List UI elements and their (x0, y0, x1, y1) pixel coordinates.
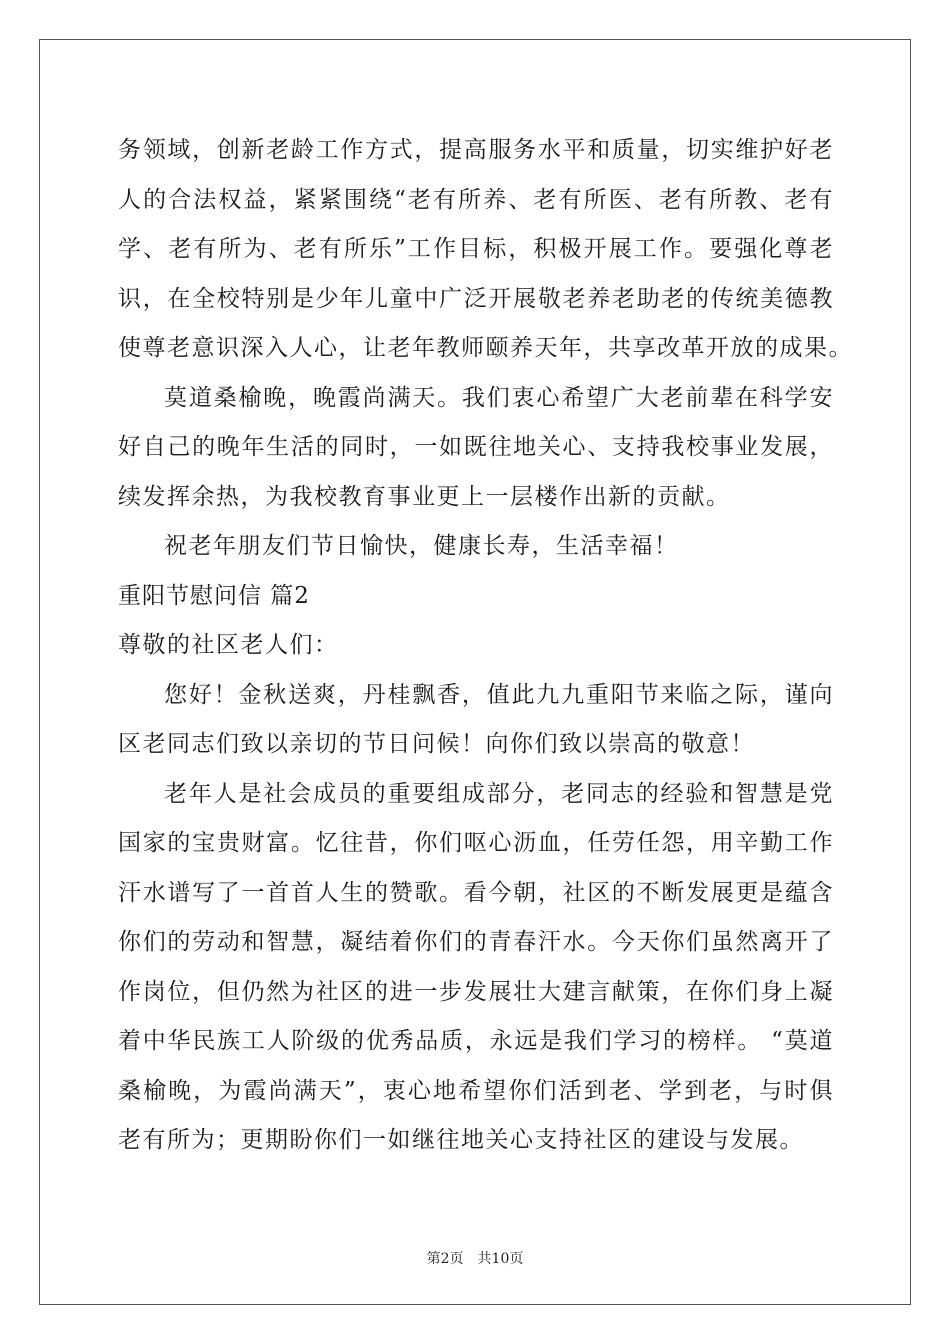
text-line: 人的合法权益，紧紧围绕“老有所养、老有所医、老有所教、老有 (118, 186, 834, 213)
paragraph-1 (118, 126, 853, 374)
paragraph-4 (118, 671, 834, 770)
paragraph-2 (118, 374, 834, 523)
text-line: 汗水谱写了一首首人生的赞歌。看今朝，社区的不断发展更是蕴含 (118, 879, 834, 906)
text-line: 国家的宝贵财富。忆往昔，你们呕心沥血，任劳任怨，用辛勤工作 (118, 830, 834, 856)
text-line: 学、老有所为、老有所乐”工作目标，积极开展工作。要强化尊老 (118, 236, 834, 262)
text-line: 老年人是社会成员的重要组成部分，老同志的经验和智慧是党 (164, 780, 834, 807)
text-line: 好自己的晚年生活的同时，一如既往地关心、支持我校事业发展， (118, 434, 834, 460)
document-body (118, 126, 853, 1166)
text-line: 您好！金秋送爽，丹桂飘香，值此九九重阳节来临之际，谨向 (164, 681, 834, 708)
text-line: 区老同志们致以亲切的节日问候！向你们致以崇高的敬意！ (118, 731, 755, 757)
text-line: 祝老年朋友们节日愉快，健康长寿，生活幸福！ (164, 533, 679, 559)
page-total: 共10页 (477, 1251, 524, 1267)
text-line: 老有所为；更期盼你们一如继往地关心支持社区的建设与发展。 (118, 1127, 804, 1153)
text-line: 着中华民族工人阶级的优秀品质，永远是我们学习的榜样。 “莫道 (118, 1028, 834, 1054)
text-line: 莫道桑榆晚，晚霞尚满天。我们衷心希望广大老前辈在科学安 (164, 384, 834, 411)
paragraph-3 (118, 522, 834, 572)
text-line: 桑榆晚，为霞尚满天”，衷心地希望你们活到老、学到老，与时俱 (118, 1077, 834, 1104)
text-line: 使尊老意识深入人心，让老年教师颐养天年，共享改革开放的成果。 (118, 335, 853, 361)
section-heading: 重阳节慰问信 篇2 (118, 582, 310, 609)
salutation: 尊敬的社区老人们： (118, 632, 339, 658)
text-line: 你们的劳动和智慧，凝结着你们的青春汗水。今天你们虽然离开了 (118, 929, 834, 955)
page-number: 第2页 (426, 1251, 464, 1267)
text-line: 识，在全校特别是少年儿童中广泛开展敬老养老助老的传统美德教 (118, 285, 834, 312)
text-line: 续发挥余热，为我校教育事业更上一层楼作出新的贡献。 (118, 483, 731, 510)
text-line: 作岗位，但仍然为社区的进一步发展壮大建言献策，在你们身上凝 (118, 978, 834, 1005)
page-footer (0, 1248, 950, 1268)
text-line: 务领域，创新老龄工作方式，提高服务水平和质量，切实维护好老 (118, 137, 834, 163)
paragraph-5 (118, 770, 834, 1166)
